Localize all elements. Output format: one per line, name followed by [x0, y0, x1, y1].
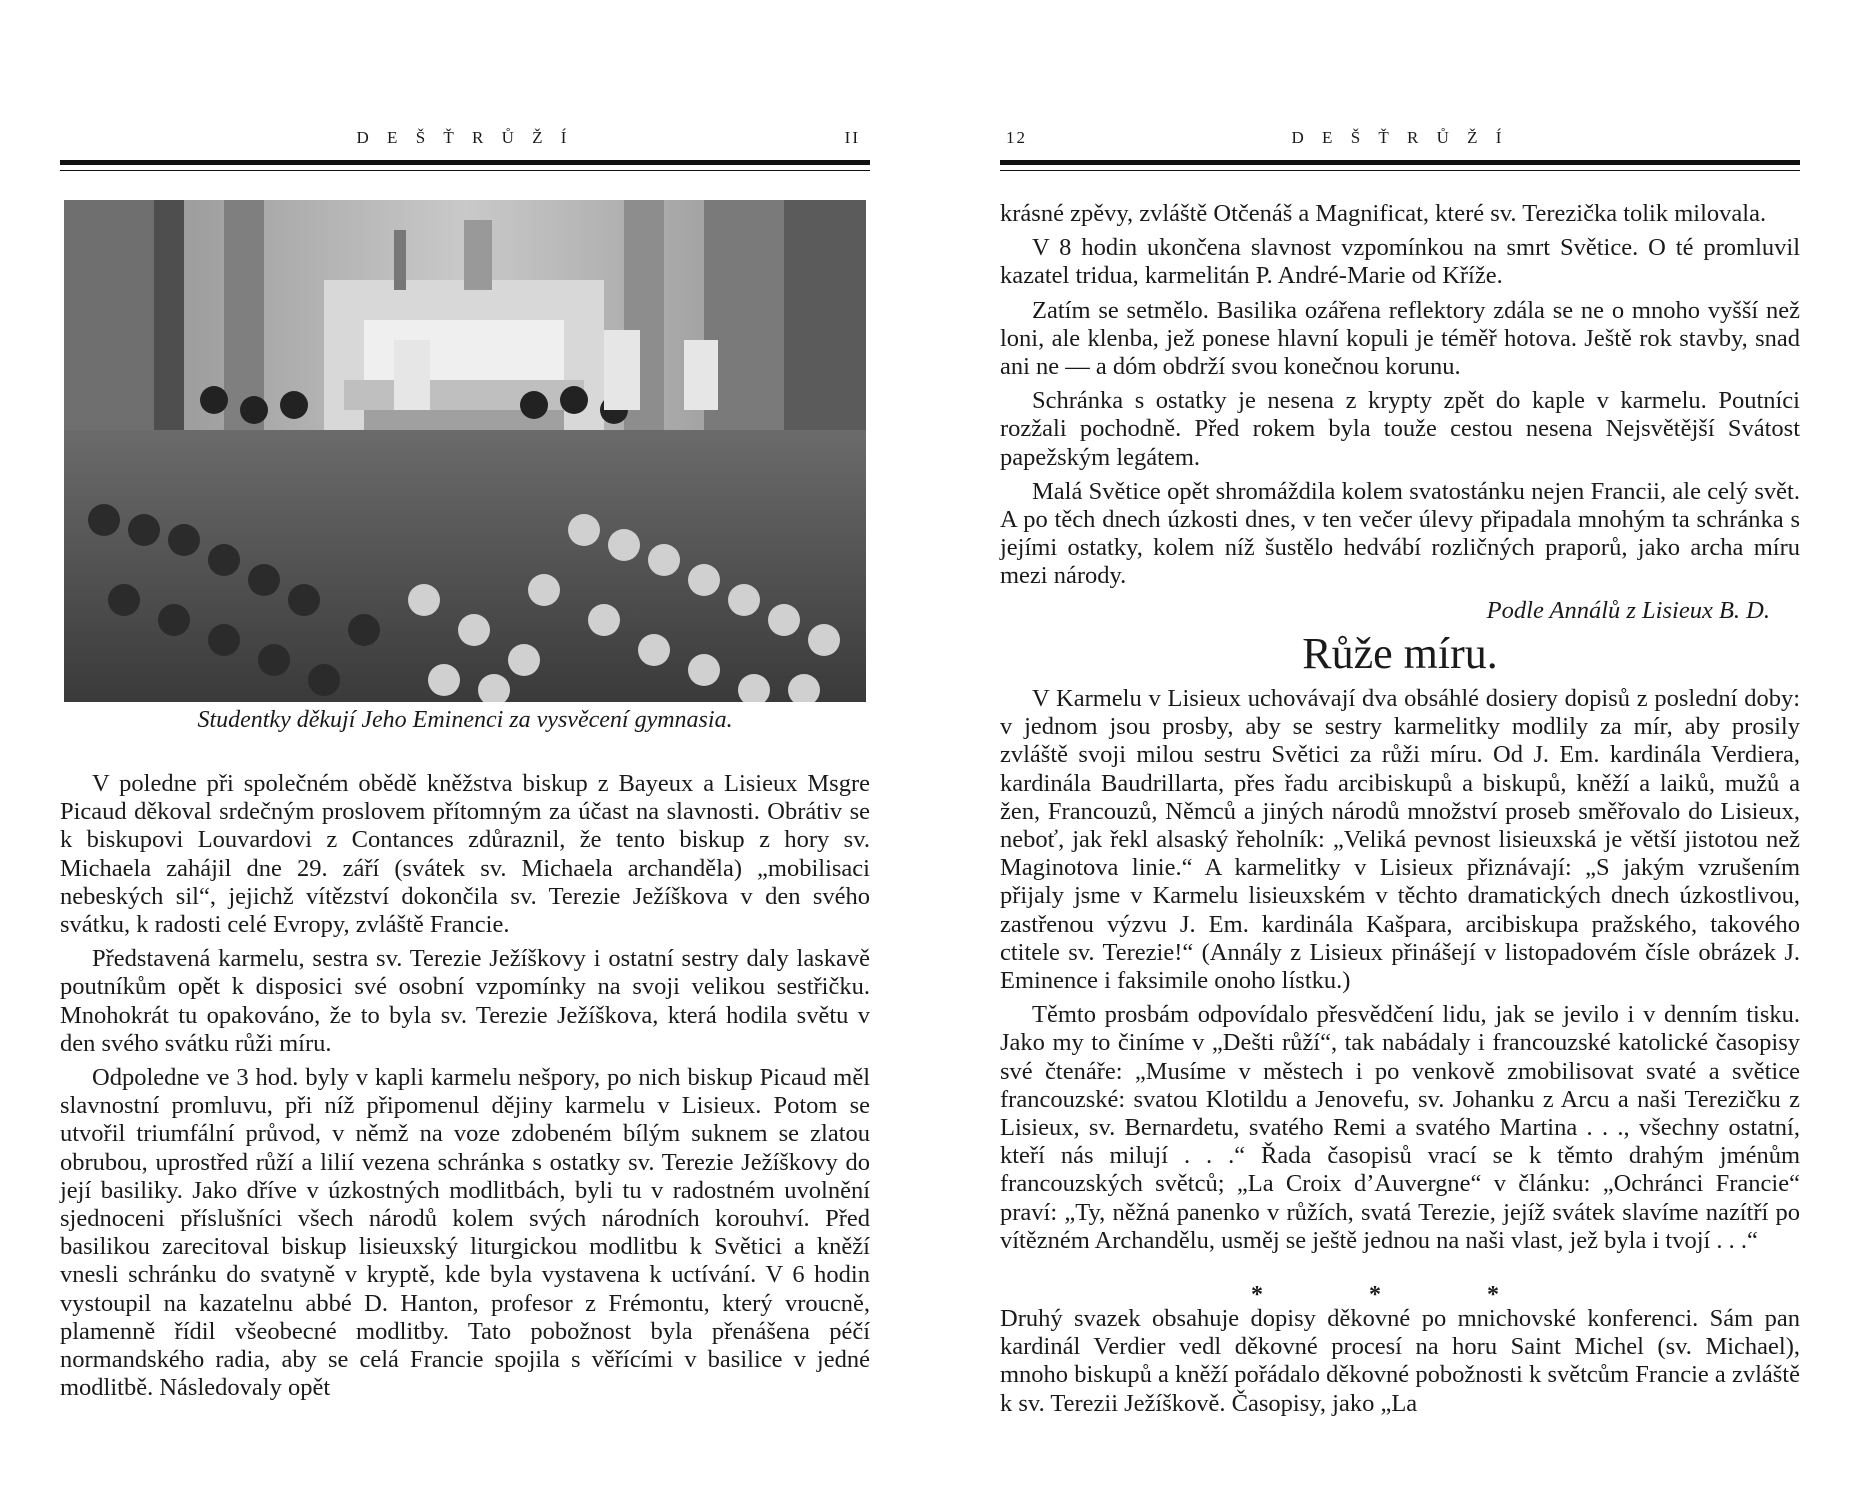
- paragraph: Schránka s ostatky je nesena z krypty zpět do kaple v karmelu. Poutníci rozžali pochodně. Před rokem byla touže cestou nesena Nejsvětější Svátost papežským legátem.: [1000, 387, 1800, 471]
- right-body-top: [1000, 200, 1800, 625]
- chapel-photo: [64, 200, 866, 702]
- paragraph: Odpoledne ve 3 hod. byly v kapli karmelu nešpory, po nich biskup Picaud měl slavnostní promluvu, při níž připomenul dějiny karmelu v Lisieux. Potom se utvořil triumfální průvod, v němž na voze zdobeném bílým suknem se zlatou obrubou, uprostřed růží a lilií vezena schránka s ostatky sv. Terezie Ježíškovy do její basiliky. Jako dříve v úzkostných modlitbách, byli tu v radostném uvolnění sjednoceni příslušníci všech národů kolem svých národních korouhví. Před basilikou zarecitoval biskup lisieuxský liturgickou modlitbu k Světici a kněží vnesli schránku do svatyně v kryptě, kde byla vystavena k uctívání. V 6 hodin vystoupil na kazatelnu abbé D. Hanton, profesor z Frémontu, který vroucně, plamenně řídil všeobecné modlitby. Tato pobožnost byla přenášena péčí normandského radia, aby se celá Francie spojila s věřícími v basilice v jedné modlitbě. Následovaly opět: [60, 1064, 870, 1402]
- paragraph: V 8 hodin ukončena slavnost vzpomínkou na smrt Světice. O té promluvil kazatel tridua, karmelitán P. André-Marie od Kříže.: [1000, 234, 1800, 290]
- running-head: [1000, 128, 1800, 154]
- section-heading: Růže míru.: [1302, 629, 1498, 678]
- header-rule: [1000, 160, 1800, 165]
- paragraph: Představená karmelu, sestra sv. Terezie Ježíškovy i ostatní sestry daly laskavě poutníkům opět k disposici své osobní vzpomínky na svoji velikou sestřičku. Mnohokrát tu opakováno, že to byla sv. Terezie Ježíškova, která hodila světu v den svého svátku růži míru.: [60, 945, 870, 1057]
- paragraph: V poledne při společném obědě kněžstva biskup z Bayeux a Lisieux Msgre Picaud děkoval srdečným proslovem přítomným za účast na slavnosti. Obrátiv se k biskupovi Louvardovi z Contances zdůraznil, že tento biskup z hory sv. Michaela zahájil dne 29. září (svátek sv. Michaela archanděla) „mobilisaci nebeských sil“, jejichž vítězství dokončila sv. Terezie Ježíškova v den svého svátku, k radosti celé Evropy, zvláště Francie.: [60, 770, 870, 939]
- right-body-mid: [1000, 685, 1800, 1255]
- left-page: [60, 0, 870, 1500]
- running-title: D E Š Ť R Ů Ž Í: [356, 128, 574, 147]
- header-rule-thin: [1000, 170, 1800, 171]
- header-rule-thin: [60, 170, 870, 171]
- photo-illustration: [64, 200, 866, 702]
- paragraph: Těmto prosbám odpovídalo přesvědčení lidu, jak se jevilo i v denním tisku. Jako my to činíme v „Dešti růží“, tak nabádaly i francouzské katolické časopisy své čtenáře: „Musíme v městech i po venkově zmobilisovat svaté a světice francouzské: svatou Klotildu a Jenovefu, sv. Johanku z Arcu a naši Terezičku z Lisieux, sv. Bernardetu, svatého Remi a svatého Martina . . ., všechny ostatní, kteří nás milují . . .“ Řada časopisů vrací se k těmto drahým jménům francouzských světců; „La Croix d’Auvergne“ v článku: „Ochránci Francie“ praví: „Ty, něžná panenko v růžích, svatá Terezie, jejíž svátek slavíme nazítří po vítězném Archandělu, usměj se ještě jednou na naši vlast, jež byla i tvojí . . .“: [1000, 1001, 1800, 1254]
- header-rule: [60, 160, 870, 165]
- paragraph: V Karmelu v Lisieux uchovávají dva obsáhlé dosiery dopisů z poslední doby: v jednom jsou prosby, aby se sestry karmelitky modlily za mír, aby prosily zvláště svoji milou sestru Světici za růži míru. Od J. Em. kardinála Verdiera, kardinála Baudrillarta, přes řadu arcibiskupů a biskupů, kněží a laiků, mužů a žen, Francouzů, Němců a jiných národů množství proseb směřovalo do Lisieux, neboť, jak řekl alsaský řeholník: „Veliká pevnost lisieuxská je větší jistotou než Maginotova linie.“ A karmelitky v Lisieux přiznávají: „S jakým vzrušením přijaly jsme v Karmelu lisieuxském v těchto dramatických dnech úzkostlivou, zastřenou výzvu J. Em. kardinála Kašpara, arcibiskupa pražského, takového ctitele sv. Terezie!“ (Annály z Lisieux přinášejí v listopadovém čísle obrázek J. Eminence i faksimile onoho lístku.): [1000, 685, 1800, 995]
- source-signature: Podle Annálů z Lisieux B. D.: [1486, 596, 1770, 624]
- paragraph: Malá Světice opět shromáždila kolem svatostánku nejen Francii, ale celý svět. A po těch dnech úzkosti dnes, v ten večer úlevy připadala mnohým ta schránka s jejími ostatky, kolem níž šustělo hedvábí rozličných praporů, jako archa míru mezi národy.: [1000, 477, 1800, 590]
- left-body-text: [60, 770, 870, 1402]
- section-separator: * * *: [1251, 1282, 1549, 1308]
- photo-caption: Studentky děkují Jeho Eminenci za vysvěcení gymnasia.: [197, 707, 733, 733]
- right-page: [1000, 0, 1800, 1500]
- right-body-bottom: [1000, 1305, 1800, 1418]
- paragraph: Zatím se setmělo. Basilika ozářena reflektory zdála se ne o mnoho vyšší než loni, ale klenba, jež ponese hlavní kopuli je téměř hotova. Ještě rok stavby, snad ani ne — a dóm obdrží svou konečnou korunu.: [1000, 296, 1800, 381]
- running-head: [60, 128, 870, 154]
- page-number: 12: [1006, 128, 1027, 147]
- running-title: D E Š Ť R Ů Ž Í: [1291, 128, 1509, 147]
- paragraph: Druhý svazek obsahuje dopisy děkovné po mnichovské konferenci. Sám pan kardinál Verdier vedl děkovné procesí na horu Saint Michel (sv. Michael), mnoho biskupů a kněží pořádalo děkovné pobožnosti k světcům Francie a zvláště k sv. Terezii Ježíškově. Časopisy, jako „La: [1000, 1305, 1800, 1417]
- page-number: II: [844, 128, 860, 147]
- paragraph: krásné zpěvy, zvláště Otčenáš a Magnificat, které sv. Terezička tolik milovala.: [1000, 200, 1767, 227]
